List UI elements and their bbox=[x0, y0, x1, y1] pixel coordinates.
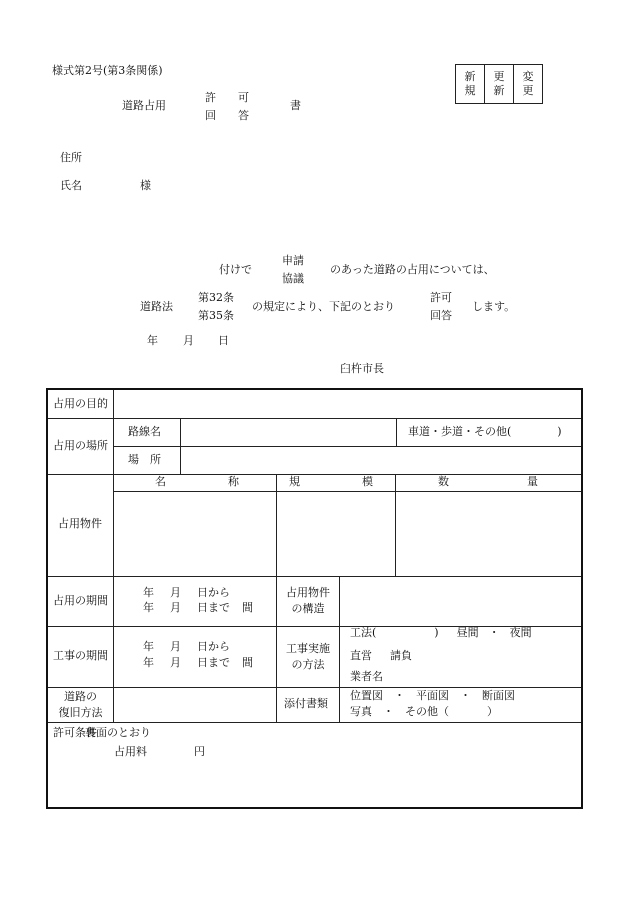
method-line2[interactable]: 直営 請負 bbox=[350, 649, 412, 662]
attachments-line2[interactable]: 写真 ・ その他（ ） bbox=[350, 705, 498, 718]
method-label: 工事実施 の方法 bbox=[286, 642, 330, 671]
construction-from[interactable]: 年 月 日から bbox=[143, 640, 230, 653]
title-prefix: 道路占用 bbox=[122, 99, 166, 112]
date-day: 日 bbox=[218, 334, 229, 347]
location-label: 占用の場所 bbox=[53, 439, 108, 452]
col-name-header: 名 称 bbox=[155, 475, 239, 488]
row-divider bbox=[48, 474, 581, 475]
fee-label: 占用料 bbox=[114, 745, 147, 758]
col-divider bbox=[339, 687, 340, 722]
method-line1[interactable]: 工法( ) 昼間 ・ 夜間 bbox=[350, 626, 532, 639]
object-name-field[interactable] bbox=[114, 492, 276, 576]
object-scale-field[interactable] bbox=[277, 492, 395, 576]
body-line2-options: 許可 回答 bbox=[430, 291, 452, 322]
address-label: 住所 bbox=[60, 151, 82, 164]
application-type-box bbox=[455, 64, 543, 104]
title-option-reply: 回 答 bbox=[205, 109, 249, 122]
date-month: 月 bbox=[183, 334, 194, 347]
object-qty-field[interactable] bbox=[396, 492, 581, 576]
route-field[interactable] bbox=[181, 419, 395, 446]
status-new[interactable]: 新 規 bbox=[464, 70, 476, 97]
date-year: 年 bbox=[147, 334, 158, 347]
body-line1-suffix: のあった道路の占用については、 bbox=[330, 263, 495, 276]
attachments-line1[interactable]: 位置図 ・ 平面図 ・ 断面図 bbox=[350, 689, 515, 702]
period-from[interactable]: 年 月 日から bbox=[143, 586, 230, 599]
fee-unit: 円 bbox=[194, 745, 205, 758]
objects-label: 占用物件 bbox=[58, 517, 102, 530]
form-number: 様式第2号(第3条関係) bbox=[52, 64, 163, 77]
honorific: 様 bbox=[140, 179, 151, 192]
restoration-field[interactable] bbox=[114, 688, 276, 722]
road-type-options[interactable]: 車道・歩道・その他( ) bbox=[408, 425, 562, 438]
place-label: 場 所 bbox=[128, 453, 161, 466]
restoration-label: 道路の 復旧方法 bbox=[58, 690, 103, 719]
purpose-label: 占用の目的 bbox=[53, 397, 108, 410]
attachments-label: 添付書類 bbox=[284, 697, 328, 710]
row-divider bbox=[48, 722, 581, 723]
permit-form-table bbox=[46, 388, 583, 809]
body-law: 道路法 bbox=[140, 300, 173, 313]
name-label: 氏名 bbox=[60, 179, 82, 192]
col-qty-header: 数 量 bbox=[438, 475, 538, 488]
col-scale-header: 規 模 bbox=[289, 475, 373, 488]
title-suffix: 書 bbox=[290, 99, 301, 112]
issuer: 臼杵市長 bbox=[340, 362, 384, 375]
conditions-label: 許可条件 bbox=[53, 726, 97, 739]
col-divider bbox=[396, 418, 397, 446]
body-line1-options: 申請 協議 bbox=[282, 254, 304, 285]
construction-to[interactable]: 年 月 日まで 間 bbox=[143, 656, 253, 669]
body-line2-mid: の規定により、下記のとおり bbox=[252, 300, 395, 313]
status-change[interactable]: 変 更 bbox=[513, 65, 542, 103]
title-option-permit: 許 可 bbox=[205, 91, 249, 104]
place-field[interactable] bbox=[181, 447, 581, 474]
body-line2-suffix: します。 bbox=[472, 300, 516, 313]
route-label: 路線名 bbox=[128, 425, 161, 438]
structure-label: 占用物件 の構造 bbox=[286, 586, 330, 615]
conditions-value-label: 裏面のとおり bbox=[85, 726, 151, 739]
contractor-label: 業者名 bbox=[350, 670, 383, 683]
structure-field[interactable] bbox=[340, 577, 581, 626]
period-to[interactable]: 年 月 日まで 間 bbox=[143, 601, 253, 614]
body-articles: 第32条 第35条 bbox=[198, 291, 234, 322]
construction-period-label: 工事の期間 bbox=[53, 649, 108, 662]
status-renewal[interactable]: 更 新 bbox=[484, 65, 513, 103]
period-label: 占用の期間 bbox=[53, 594, 108, 607]
body-line1-prefix: 付けで bbox=[219, 263, 252, 276]
purpose-field[interactable] bbox=[114, 390, 581, 418]
